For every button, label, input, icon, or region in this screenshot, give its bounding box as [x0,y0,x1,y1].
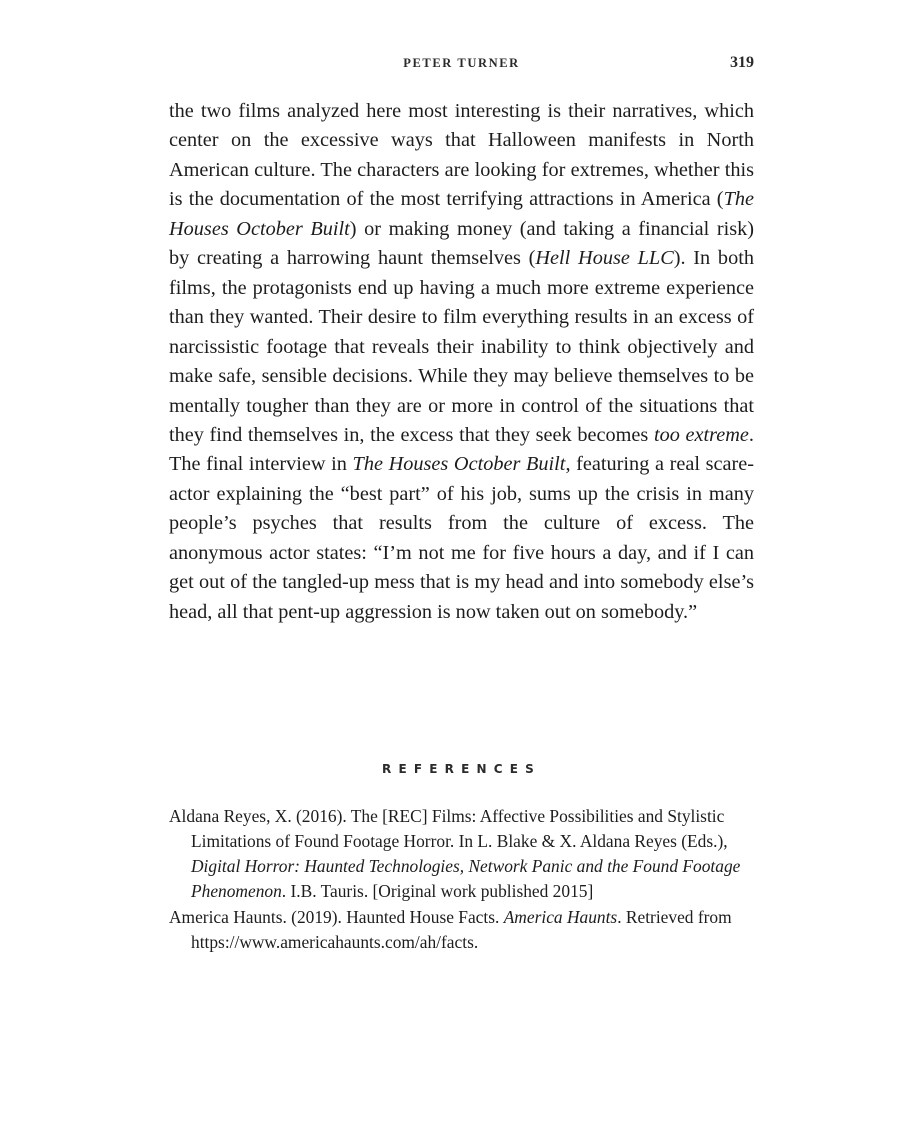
references-list [169,804,754,957]
body-text-segment: the two films analyzed here most interesting is their narratives, which center on the excessive ways that Halloween manifests in North American culture. The characters are looking for extremes, whether this is the documentation of the most terrifying attractions in America ( [169,100,754,211]
running-head [169,54,754,74]
reference-text: . I.B. Tauris. [Original work published 2015] [281,881,594,902]
emphasis-too-extreme: too extreme [653,423,749,446]
film-title-houses-october-built: The Houses October Built [169,188,754,240]
references-heading: REFERENCES [382,761,541,776]
reference-entry [169,804,754,904]
body-text-segment: ) or making money (and taking a financial risk) by creating a harrowing haunt themselves ( [169,217,754,270]
reference-title: America Haunts [503,907,618,928]
body-text [169,97,754,627]
body-text-segment: , featuring a real scare-actor explaining the “best part” of his job, sums up the crisis in many people’s psyches that results from the culture of excess. The anonymous actor states: “I’m not me for five hours a day, and if I can get out of the tangled-up mess that is my head and into somebody else’s head, all that pent-up aggression is now taken out on somebody.” [169,453,754,623]
film-title-houses-october-built: The Houses October Built [352,453,566,476]
reference-text: America Haunts. (2019). Haunted House Facts. [169,907,504,928]
page-number: 319 [730,54,754,71]
reference-text: Aldana Reyes, X. (2016). The [REC] Films: Affective Possibilities and Stylistic Limitations of Found Footage Horror. In L. Blake & X. Aldana Reyes (Eds.), [169,806,728,852]
reference-title: Digital Horror: Haunted Technologies, Network Panic and the Found Footage Phenomenon [191,856,741,902]
body-text-segment: ). In both films, the protagonists end up having a much more extreme experience than they wanted. Their desire to film everything results in an excess of narcissistic footage that reveals their inability to think objectively and make safe, sensible decisions. While they may believe themselves to be mentally tougher than they are or more in control of the situations that they find themselves in, the excess that they seek becomes [169,247,754,446]
film-title-hell-house-llc: Hell House LLC [535,247,674,270]
body-text-segment: . The final interview in [169,423,754,476]
reference-entry [169,905,754,955]
running-head-author: PETER TURNER [403,56,520,70]
reference-text: . Retrieved from https://www.americahaunts.com/ah/facts. [191,907,732,953]
body-paragraph [169,97,754,627]
